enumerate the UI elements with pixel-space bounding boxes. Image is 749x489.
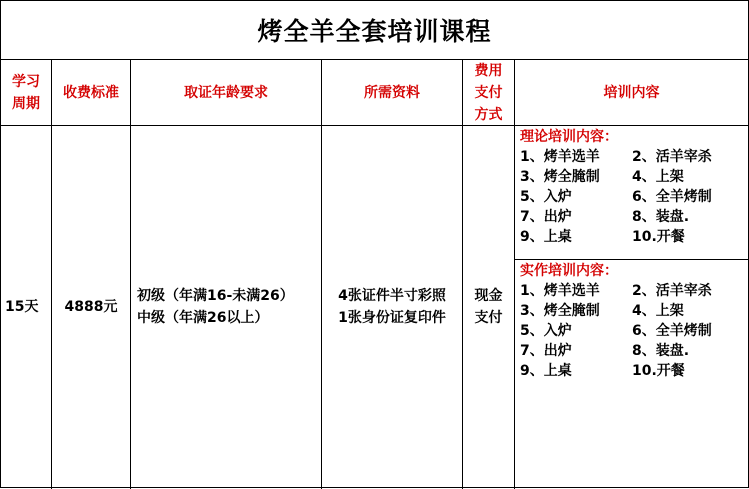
- practice-item: 7、出炉: [520, 343, 572, 359]
- header-age: 取证年龄要求: [184, 84, 268, 101]
- header-fee: 收费标准: [63, 84, 119, 101]
- theory-item: 8、装盘.: [632, 209, 690, 225]
- materials-id-copy: 1张身份证复印件: [338, 310, 446, 326]
- list-item: [517, 301, 749, 321]
- header-payment-line-2: 支付: [474, 84, 503, 101]
- list-item: [517, 207, 749, 227]
- practice-item: 9、上桌: [520, 363, 572, 379]
- header-payment-line-1: 费用: [474, 62, 503, 79]
- page-title: 烤全羊全套培训课程: [1, 1, 748, 60]
- theory-item: 1、烤羊选羊: [520, 149, 600, 165]
- practice-item: 3、烤全腌制: [520, 303, 600, 319]
- age-intermediate: 中级（年满26以上）: [137, 310, 269, 326]
- list-item: [517, 361, 749, 381]
- theory-title: 理论培训内容：: [520, 129, 618, 145]
- theory-item: 2、活羊宰杀: [632, 149, 712, 165]
- theory-item: 9、上桌: [520, 229, 572, 245]
- practice-item: 4、上架: [632, 303, 684, 319]
- practice-item: 8、装盘.: [632, 343, 690, 359]
- payment-line-2: 支付: [474, 310, 503, 326]
- list-item: [517, 341, 749, 361]
- list-item: [517, 281, 749, 301]
- header-content: 培训内容: [603, 84, 660, 101]
- list-item: [517, 227, 749, 247]
- practice-section: [517, 261, 749, 381]
- theory-item: 7、出炉: [520, 209, 572, 225]
- theory-item: 5、入炉: [520, 189, 572, 205]
- header-period: [1, 60, 51, 125]
- list-item: [517, 147, 749, 167]
- practice-item: 10.开餐: [632, 363, 685, 379]
- header-materials: 所需资料: [364, 84, 420, 101]
- practice-item: 2、活羊宰杀: [632, 283, 712, 299]
- header-payment-line-3: 方式: [474, 106, 503, 123]
- cell-period: 15天: [5, 299, 39, 315]
- practice-item: 1、烤羊选羊: [520, 283, 600, 299]
- cell-payment: [463, 126, 514, 488]
- cell-materials: [322, 126, 462, 488]
- list-item: [517, 321, 749, 341]
- practice-item: 5、入炉: [520, 323, 572, 339]
- theory-item: 3、烤全腌制: [520, 169, 600, 185]
- grid-line: [514, 259, 748, 260]
- theory-section: [517, 127, 749, 247]
- cell-fee: 4888元: [64, 299, 118, 315]
- theory-item: 6、全羊烤制: [632, 189, 712, 205]
- list-item: [517, 187, 749, 207]
- theory-item: 4、上架: [632, 169, 684, 185]
- theory-item: 10.开餐: [632, 229, 685, 245]
- payment-line-1: 现金: [474, 288, 503, 304]
- header-period-line-1: 学习: [12, 73, 40, 90]
- list-item: [517, 167, 749, 187]
- age-junior: 初级（年满16-未满26）: [137, 288, 294, 304]
- header-payment: [463, 60, 514, 125]
- cell-age: [131, 126, 321, 488]
- practice-item: 6、全羊烤制: [632, 323, 712, 339]
- header-period-line-2: 周期: [12, 95, 40, 112]
- materials-photos: 4张证件半寸彩照: [338, 288, 446, 304]
- practice-title: 实作培训内容：: [520, 263, 618, 279]
